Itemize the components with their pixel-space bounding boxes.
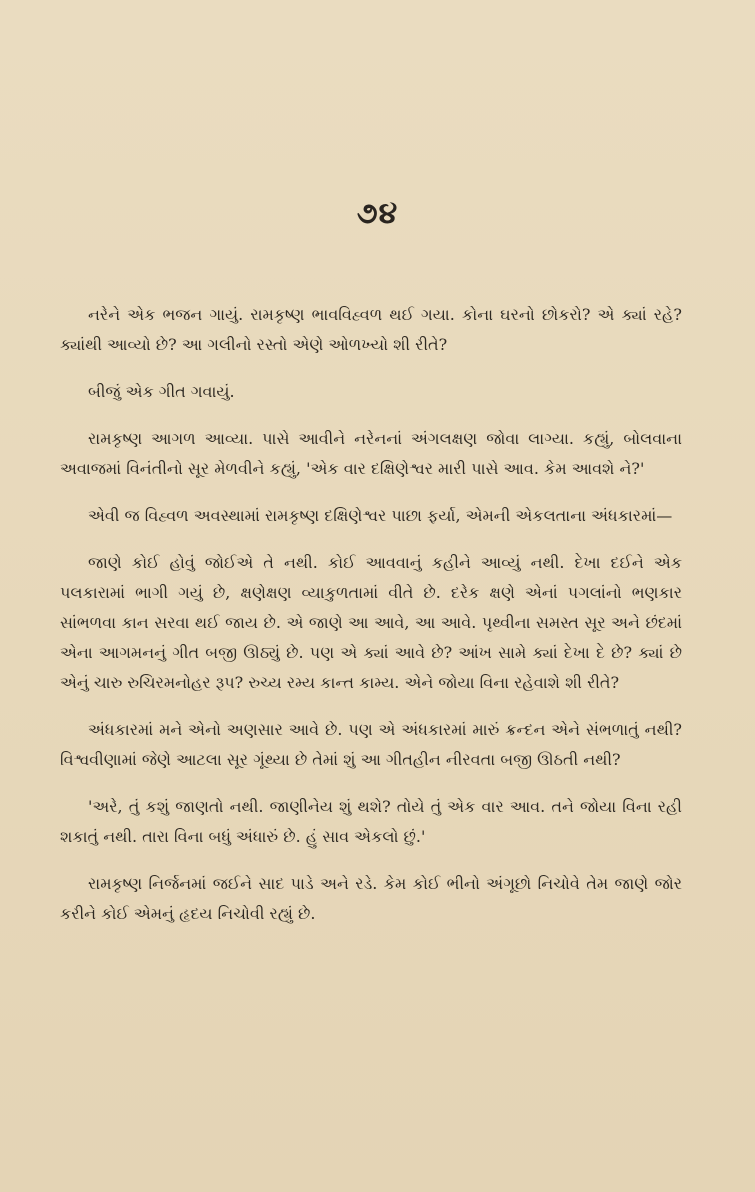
chapter-number: ૭૪ [356,196,399,231]
paragraph-8: રામકૃષ્ણ નિર્જનમાં જઈને સાદ પાડે અને રડે. કેમ કોઈ ભીનો અંગૂછો નિચોવે તેમ જાણે જોર કરીને કોઈ એમનું હૃદય નિચોવી રહ્યું છે. [60,874,682,923]
paragraph-7: 'અરે, તું કશું જાણતો નથી. જાણીનેય શું થશે? તોયે તું એક વાર આવ. તને જોયા વિના રહી શકાતું નથી. તારા વિના બધું અંધારું છે. હું સાવ એકલો છું.' [60,797,682,846]
paragraph-3: રામકૃષ્ણ આગળ આવ્યા. પાસે આવીને નરેનનાં અંગલક્ષણ જોવા લાગ્યા. કહ્યું, બોલવાના અવાજમાં વિનંતીનો સૂર મેળવીને કહ્યું, 'એક વાર દક્ષિણેશ્વર મારી પાસે આવ. કેમ આવશે ને?' [60,429,682,478]
chapter-text [60,300,682,946]
paragraph-4: એવી જ વિહ્વળ અવસ્થામાં રામકૃષ્ણ દક્ષિણેશ્વર પાછા ફર્યા, એમની એકલતાના અંધકારમાં— [88,506,673,525]
paragraph-1: નરેને એક ભજન ગાયું. રામકૃષ્ણ ભાવવિહ્વળ થઈ ગયા. કોના ઘરનો છોકરો? એ ક્યાં રહે? ક્યાંથી આવ્યો છે? આ ગલીનો રસ્તો એણે ઓળખ્યો શી રીતે? [60,305,682,354]
paragraph-5: જાણે કોઈ હોવું જોઈએ તે નથી. કોઈ આવવાનું કહીને આવ્યું નથી. દેખા દઈને એક પલકારામાં ભાગી ગયું છે, ક્ષણેક્ષણ વ્યાકુળતામાં વીતે છે. દરેક ક્ષણે એનાં પગલાંનો ભણકાર સાંભળવા કાન સરવા થઈ જાય છે. એ જાણે આ આવે, આ આવે. પૃથ્વીના સમસ્ત સૂર અને છંદમાં એના આગમનનું ગીત બજી ઊઠ્યું છે. પણ એ ક્યાં આવે છે? આંખ સામે ક્યાં દેખા દે છે? ક્યાં છે એનું ચારુ રુચિરમનોહર રૂપ? રુચ્ય રમ્ય કાન્ત કામ્ય. એને જોયા વિના રહેવાશે શી રીતે? [60,553,682,692]
paragraph-6: અંધકારમાં મને એનો અણસાર આવે છે. પણ એ અંધકારમાં મારું ક્રન્દન એને સંભળાતું નથી? વિશ્વવીણામાં જેણે આટલા સૂર ગૂંથ્યા છે તેમાં શું આ ગીતહીન નીરવતા બજી ઊઠતી નથી? [60,720,682,769]
paragraph-2: બીજું એક ગીત ગવાયું. [88,382,235,401]
